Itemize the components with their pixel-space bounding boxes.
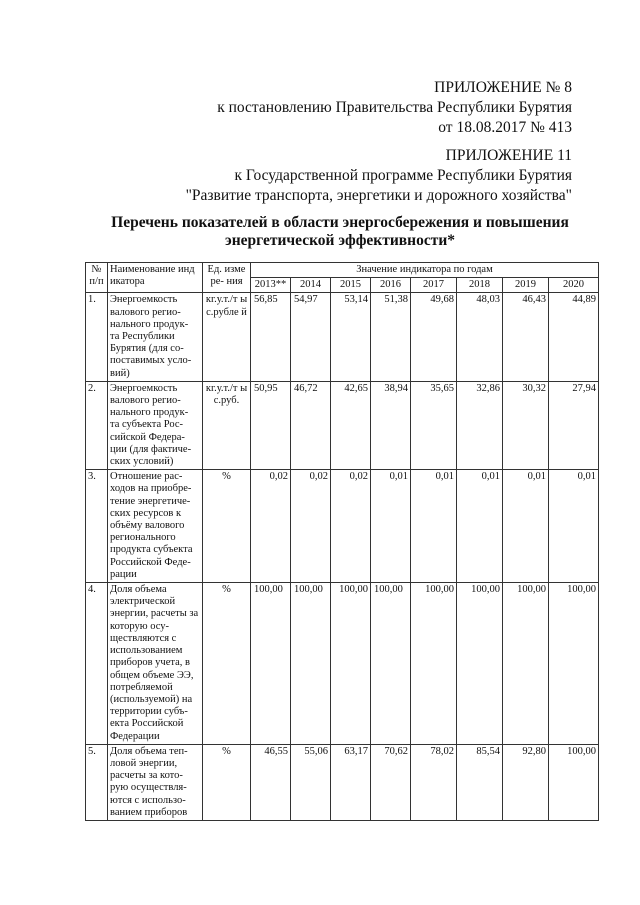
row-value: 44,89 (549, 293, 599, 381)
row-value: 51,38 (371, 293, 411, 381)
col-header-num: № п/п (86, 263, 108, 293)
row-num: 1. (86, 293, 108, 381)
row-value: 100,00 (331, 583, 371, 745)
title-line-2: энергетической эффективности* (225, 232, 455, 249)
appendix-8-line-2: к постановлению Правительства Республики Бурятия (217, 99, 572, 116)
row-value: 78,02 (411, 744, 457, 820)
year-header: 2015 (331, 278, 371, 293)
document-title (100, 214, 580, 250)
table-row (86, 293, 599, 381)
table-row (86, 583, 599, 745)
appendix-11-line-3: "Развитие транспорта, энергетики и дорожного хозяйства" (185, 187, 572, 204)
table-row (86, 470, 599, 583)
appendix-8-line-1: ПРИЛОЖЕНИЕ № 8 (434, 79, 572, 96)
row-num: 4. (86, 583, 108, 745)
col-header-name: Наименование индикатора (108, 263, 203, 293)
row-value: 0,01 (371, 470, 411, 583)
year-header: 2020 (549, 278, 599, 293)
row-value: 100,00 (549, 583, 599, 745)
row-unit: % (203, 583, 251, 745)
row-value: 32,86 (457, 381, 503, 469)
row-value: 0,01 (503, 470, 549, 583)
col-header-values-group: Значение индикатора по годам (251, 263, 599, 278)
year-header: 2016 (371, 278, 411, 293)
row-num: 2. (86, 381, 108, 469)
appendix-11-line-1: ПРИЛОЖЕНИЕ 11 (445, 147, 572, 164)
row-value: 53,14 (331, 293, 371, 381)
row-num: 5. (86, 744, 108, 820)
row-unit: кг.у.т./т ыс.рубле й (203, 293, 251, 381)
title-line-1: Перечень показателей в области энергосбережения и повышения (111, 214, 569, 231)
row-value: 0,01 (411, 470, 457, 583)
row-indicator-name: Доля объема теп- ловой энергии, расчеты за кото- рую осуществля- ются с использо- ванием приборов (108, 744, 203, 820)
row-value: 0,01 (457, 470, 503, 583)
row-value: 49,68 (411, 293, 457, 381)
appendix-header-8 (217, 78, 572, 138)
row-value: 50,95 (251, 381, 291, 469)
year-header: 2018 (457, 278, 503, 293)
row-value: 38,94 (371, 381, 411, 469)
row-value: 100,00 (503, 583, 549, 745)
row-value: 27,94 (549, 381, 599, 469)
row-value: 0,02 (331, 470, 371, 583)
row-value: 42,65 (331, 381, 371, 469)
row-value: 63,17 (331, 744, 371, 820)
table-row (86, 744, 599, 820)
row-value: 0,01 (549, 470, 599, 583)
row-value: 55,06 (291, 744, 331, 820)
row-value: 85,54 (457, 744, 503, 820)
indicators-table (85, 262, 599, 821)
appendix-header-11 (186, 146, 572, 206)
row-value: 0,02 (251, 470, 291, 583)
row-value: 35,65 (411, 381, 457, 469)
row-unit: % (203, 470, 251, 583)
row-value: 92,80 (503, 744, 549, 820)
table-header-row (86, 263, 599, 278)
row-value: 100,00 (457, 583, 503, 745)
year-header: 2013** (251, 278, 291, 293)
row-value: 46,72 (291, 381, 331, 469)
row-value: 100,00 (251, 583, 291, 745)
row-indicator-name: Доля объема электрической энергии, расчеты за которую осу- ществляются с использованием приборов учета, в общем объеме ЭЭ, потребляемой (используемой) на территории субъ- екта Российской Федерации (108, 583, 203, 745)
row-value: 100,00 (549, 744, 599, 820)
year-header: 2014 (291, 278, 331, 293)
row-unit: кг.у.т./т ыс.руб. (203, 381, 251, 469)
appendix-11-line-2: к Государственной программе Республики Бурятия (234, 167, 572, 184)
row-value: 46,43 (503, 293, 549, 381)
table-row (86, 381, 599, 469)
row-value: 100,00 (291, 583, 331, 745)
row-value: 30,32 (503, 381, 549, 469)
row-value: 100,00 (371, 583, 411, 745)
year-header: 2017 (411, 278, 457, 293)
col-header-unit: Ед. измере- ния (203, 263, 251, 293)
appendix-8-line-3: от 18.08.2017 № 413 (438, 119, 572, 136)
year-header: 2019 (503, 278, 549, 293)
row-indicator-name: Отношение рас- ходов на приобре- тение энергетиче- ских ресурсов к объёму валового регионального продукта субъекта Российской Феде- рации (108, 470, 203, 583)
row-value: 0,02 (291, 470, 331, 583)
row-num: 3. (86, 470, 108, 583)
row-value: 100,00 (411, 583, 457, 745)
row-value: 70,62 (371, 744, 411, 820)
row-indicator-name: Энергоемкость валового регио- нального продук- та Республики Бурятия (для со- поставимых усло- вий) (108, 293, 203, 381)
row-value: 54,97 (291, 293, 331, 381)
row-value: 48,03 (457, 293, 503, 381)
row-unit: % (203, 744, 251, 820)
row-value: 56,85 (251, 293, 291, 381)
row-value: 46,55 (251, 744, 291, 820)
row-indicator-name: Энергоемкость валового регио- нального продук- та субъекта Рос- сийской Федера- ции (для фактиче- ских условий) (108, 381, 203, 469)
